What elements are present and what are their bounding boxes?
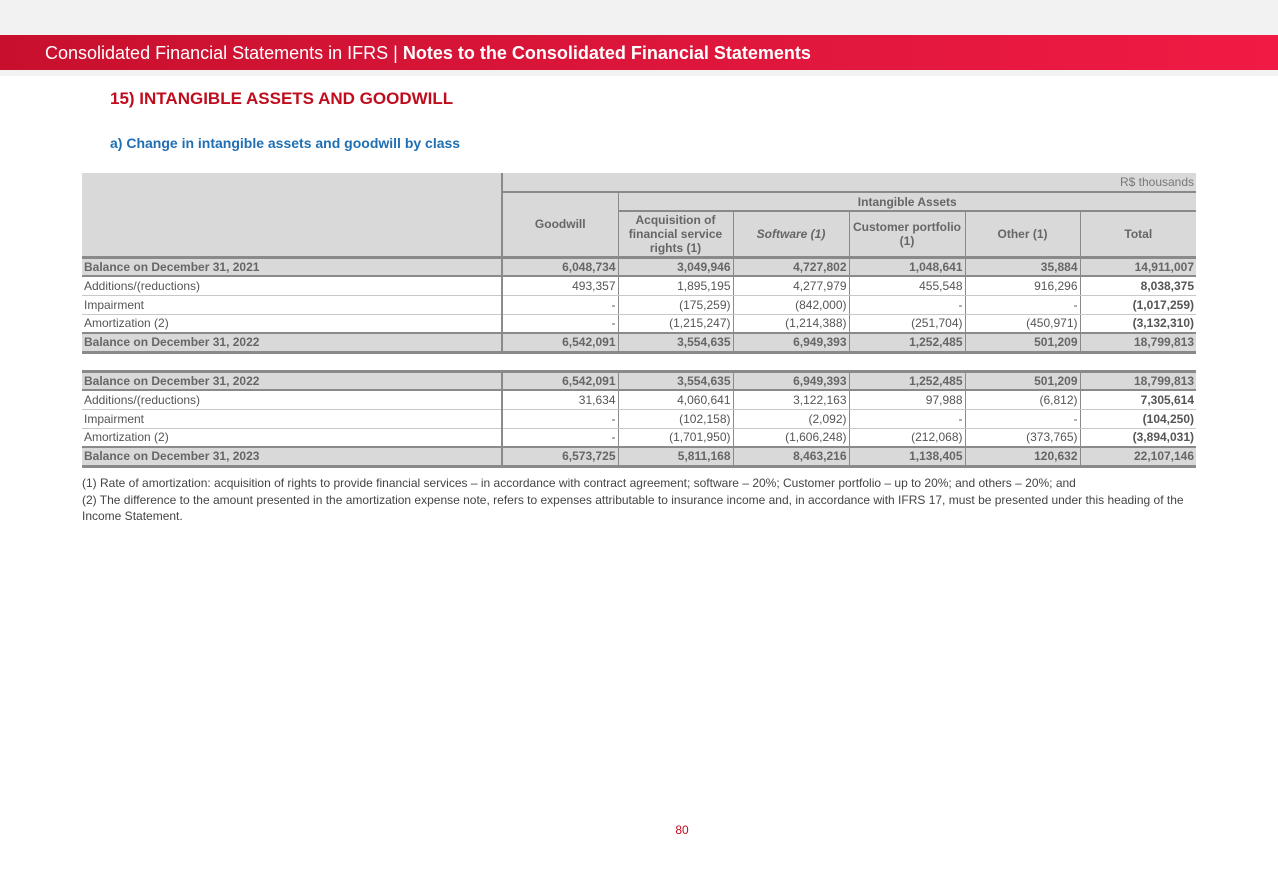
cell-total: 8,038,375 [1080, 276, 1196, 295]
cell-software: 6,949,393 [733, 371, 849, 390]
row-label: Balance on December 31, 2022 [82, 333, 502, 352]
cell-other: 916,296 [965, 276, 1080, 295]
cell-goodwill: 31,634 [502, 390, 618, 409]
cell-customer-portfolio: - [849, 295, 965, 314]
row-label: Balance on December 31, 2023 [82, 447, 502, 466]
cell-total: 18,799,813 [1080, 371, 1196, 390]
cell-goodwill: - [502, 314, 618, 333]
table-row [82, 390, 1196, 409]
cell-acquisition: 3,049,946 [618, 257, 733, 276]
cell-other: (6,812) [965, 390, 1080, 409]
col-header-total: Total [1080, 211, 1196, 257]
cell-other: - [965, 295, 1080, 314]
subsection-title: a) Change in intangible assets and goodwill by class [110, 135, 461, 151]
unit-label: R$ thousands [502, 173, 1196, 192]
doc-title: Consolidated Financial Statements in IFRS | [45, 43, 403, 63]
cell-software: (1,214,388) [733, 314, 849, 333]
cell-acquisition: 5,811,168 [618, 447, 733, 466]
header-blank-cell [82, 173, 502, 257]
cell-software: 4,727,802 [733, 257, 849, 276]
cell-acquisition: 4,060,641 [618, 390, 733, 409]
cell-goodwill: 6,542,091 [502, 333, 618, 352]
table-row [82, 257, 1196, 276]
table-row [82, 428, 1196, 447]
cell-goodwill: - [502, 295, 618, 314]
cell-acquisition: (102,158) [618, 409, 733, 428]
table-row [82, 371, 1196, 390]
page-number: 80 [675, 823, 689, 837]
cell-total: (104,250) [1080, 409, 1196, 428]
cell-acquisition: 3,554,635 [618, 371, 733, 390]
row-label: Impairment [82, 409, 502, 428]
header-row-unit [82, 173, 1196, 192]
cell-software: (1,606,248) [733, 428, 849, 447]
row-label: Balance on December 31, 2022 [82, 371, 502, 390]
top-band [0, 0, 1278, 35]
cell-acquisition: (1,701,950) [618, 428, 733, 447]
cell-software: 8,463,216 [733, 447, 849, 466]
header-bar [0, 35, 1278, 70]
table-row [82, 447, 1196, 466]
cell-software: 6,949,393 [733, 333, 849, 352]
cell-acquisition: (1,215,247) [618, 314, 733, 333]
col-header-other: Other (1) [965, 211, 1080, 257]
cell-software: (2,092) [733, 409, 849, 428]
table-row [82, 314, 1196, 333]
row-label: Impairment [82, 295, 502, 314]
cell-total: 14,911,007 [1080, 257, 1196, 276]
cell-other: (373,765) [965, 428, 1080, 447]
intangible-assets-table [82, 173, 1196, 468]
cell-goodwill: 493,357 [502, 276, 618, 295]
cell-customer-portfolio: (212,068) [849, 428, 965, 447]
table-spacer [82, 352, 1196, 371]
cell-customer-portfolio: 1,252,485 [849, 333, 965, 352]
row-label: Amortization (2) [82, 428, 502, 447]
col-header-software: Software (1) [733, 211, 849, 257]
cell-customer-portfolio: 97,988 [849, 390, 965, 409]
col-header-acquisition: Acquisition of financial service rights (1) [618, 211, 733, 257]
header-underband [0, 70, 1278, 76]
cell-acquisition: (175,259) [618, 295, 733, 314]
group-header-intangible-assets: Intangible Assets [618, 192, 1196, 211]
cell-goodwill: - [502, 428, 618, 447]
col-header-customer-portfolio: Customer portfolio (1) [849, 211, 965, 257]
col-header-goodwill: Goodwill [502, 192, 618, 257]
cell-customer-portfolio: 1,048,641 [849, 257, 965, 276]
cell-other: 501,209 [965, 333, 1080, 352]
row-label: Additions/(reductions) [82, 276, 502, 295]
cell-other: 35,884 [965, 257, 1080, 276]
cell-goodwill: 6,573,725 [502, 447, 618, 466]
cell-total: 7,305,614 [1080, 390, 1196, 409]
table-row [82, 333, 1196, 352]
cell-acquisition: 3,554,635 [618, 333, 733, 352]
cell-customer-portfolio: 1,252,485 [849, 371, 965, 390]
footnote-2: (2) The difference to the amount presented in the amortization expense note, refers to expenses attributable to insurance income and, in accordance with IFRS 17, must be presented under this heading of the Income Statement. [82, 492, 1184, 523]
cell-software: (842,000) [733, 295, 849, 314]
footnotes [82, 475, 1198, 525]
cell-other: (450,971) [965, 314, 1080, 333]
table-row [82, 295, 1196, 314]
table-row [82, 409, 1196, 428]
cell-other: - [965, 409, 1080, 428]
footnote-1: (1) Rate of amortization: acquisition of rights to provide financial services – in accordance with contract agreement; software – 20%; Customer portfolio – up to 20%; and others – 20%; and [82, 476, 1076, 490]
cell-goodwill: 6,048,734 [502, 257, 618, 276]
cell-customer-portfolio: 1,138,405 [849, 447, 965, 466]
cell-software: 3,122,163 [733, 390, 849, 409]
cell-other: 120,632 [965, 447, 1080, 466]
cell-total: 22,107,146 [1080, 447, 1196, 466]
cell-goodwill: 6,542,091 [502, 371, 618, 390]
cell-total: (3,894,031) [1080, 428, 1196, 447]
cell-total: (3,132,310) [1080, 314, 1196, 333]
header-title [45, 43, 811, 64]
row-label: Additions/(reductions) [82, 390, 502, 409]
cell-customer-portfolio: (251,704) [849, 314, 965, 333]
row-label: Balance on December 31, 2021 [82, 257, 502, 276]
cell-total: (1,017,259) [1080, 295, 1196, 314]
cell-goodwill: - [502, 409, 618, 428]
cell-customer-portfolio: 455,548 [849, 276, 965, 295]
table-row [82, 276, 1196, 295]
cell-total: 18,799,813 [1080, 333, 1196, 352]
cell-acquisition: 1,895,195 [618, 276, 733, 295]
section-title: 15) INTANGIBLE ASSETS AND GOODWILL [110, 89, 454, 108]
cell-software: 4,277,979 [733, 276, 849, 295]
cell-customer-portfolio: - [849, 409, 965, 428]
row-label: Amortization (2) [82, 314, 502, 333]
cell-other: 501,209 [965, 371, 1080, 390]
doc-section: Notes to the Consolidated Financial Statements [402, 43, 811, 63]
